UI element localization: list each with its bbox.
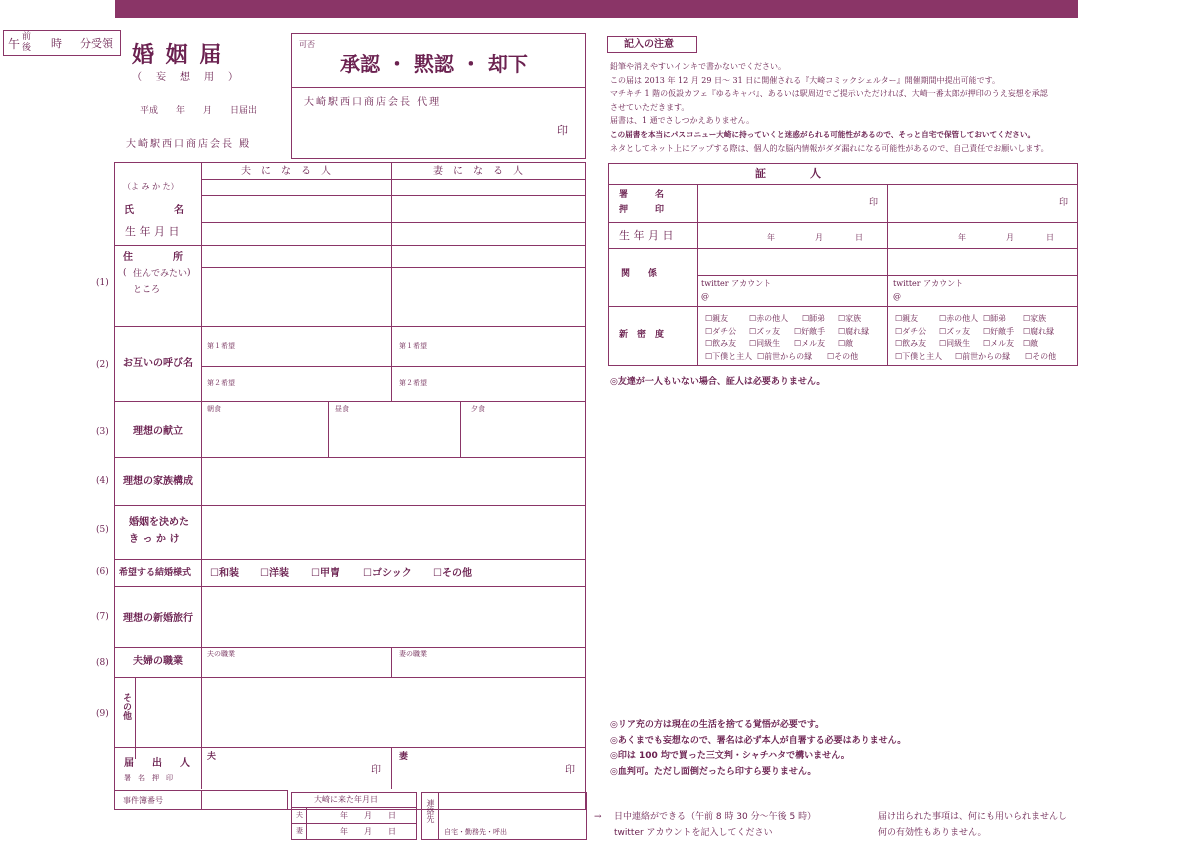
bottom-note-line: ◎あくまでも妄想なので、署名は必ず本人が自署する必要はありません。 xyxy=(610,735,907,746)
row-number-5: (5) xyxy=(96,525,109,535)
witness-table xyxy=(608,163,1078,366)
disclaimer-line-2: 何の有効性もありません。 xyxy=(878,828,987,838)
witness2-seal: 印 xyxy=(1059,198,1069,208)
family-label: 理想の家族構成 xyxy=(123,476,193,487)
closeness-option[interactable]: ☐親友 xyxy=(705,314,729,323)
filer-wife-label: 妻 xyxy=(399,752,409,762)
filer-wife-seal: 印 xyxy=(565,765,575,776)
closeness-option[interactable]: ☐飲み友 xyxy=(895,339,927,348)
closeness-option[interactable]: ☐前世からの縁 xyxy=(955,351,1011,361)
bottom-note-line: ◎血判可。ただし面倒だったら印すら要りません。 xyxy=(610,766,817,777)
filing-date: 平成 年 月 日届出 xyxy=(140,106,258,116)
visit-wife: 妻 xyxy=(296,827,303,835)
case-number-label: 事件簿番号 xyxy=(123,796,163,805)
filer-husband-seal: 印 xyxy=(371,765,381,776)
dinner-label: 夕食 xyxy=(471,405,485,413)
witness-birthday-label: 生 年 月 日 xyxy=(619,229,674,242)
contact-note-2: twitter アカウントを記入してください xyxy=(614,828,773,838)
closeness-option[interactable]: ☐その他 xyxy=(827,351,859,361)
bottom-notes xyxy=(610,718,906,780)
style-option-wa[interactable]: ☐和装 xyxy=(210,568,239,579)
top-color-bar xyxy=(115,0,1078,18)
receipt-stamp-box xyxy=(3,30,121,56)
closeness-option[interactable]: ☐師弟 xyxy=(983,314,1007,323)
closeness-option[interactable]: ☐腐れ縁 xyxy=(838,326,870,336)
row-number-4: (4) xyxy=(96,476,109,486)
witness1-closeness-options xyxy=(705,313,869,363)
row-number-6: (6) xyxy=(96,567,109,577)
closeness-option[interactable]: ☐好敵手 xyxy=(983,326,1015,336)
visit-husband-date: 年 月 日 xyxy=(340,811,396,820)
form-subtitle: （ 妄 想 用 ） xyxy=(132,72,240,83)
address-label: 住 所 xyxy=(123,252,183,263)
husband-header: 夫 に な る 人 xyxy=(241,166,331,177)
receipt-hour: 時 xyxy=(51,37,62,50)
bottom-note-line: ◎印は 100 均で買った三文判・シャチハタで構いません。 xyxy=(610,751,850,761)
nickname-label: お互いの呼び名 xyxy=(123,358,193,369)
row-number-3: (3) xyxy=(96,427,109,437)
closeness-option[interactable]: ☐その他 xyxy=(1025,351,1057,361)
receipt-minute: 分受領 xyxy=(80,37,113,50)
address-note-paren: ( xyxy=(123,268,127,278)
filer-husband-label: 夫 xyxy=(207,752,217,762)
witness2-twitter-at: @ xyxy=(893,292,901,301)
lunch-label: 昼食 xyxy=(335,405,349,413)
address-note-2: ところ xyxy=(133,285,161,295)
closeness-option[interactable]: ☐敵 xyxy=(838,339,854,348)
notes-title-box xyxy=(607,36,697,53)
filer-label: 届 出 人 xyxy=(124,758,194,769)
witness1-birthday: 年 月 日 xyxy=(767,233,863,242)
style-option-yo[interactable]: ☐洋装 xyxy=(260,568,289,579)
address-note: 住んでみたい xyxy=(133,269,188,279)
contact-note-1: 日中連絡ができる（午前 8 時 30 分〜午後 5 時） xyxy=(614,812,817,822)
closeness-option[interactable]: ☐家族 xyxy=(1023,314,1047,323)
closeness-option[interactable]: ☐好敵手 xyxy=(794,326,826,336)
witness2-closeness-options xyxy=(895,313,1056,363)
wife-pref-2: 第２希望 xyxy=(399,379,427,387)
disclaimer-line-1: 届け出られた事項は、何にも用いられませんし xyxy=(878,812,1068,822)
closeness-option[interactable]: ☐赤の他人 xyxy=(939,314,979,323)
witness1-twitter-label: twitter アカウント xyxy=(701,279,772,288)
approval-seal: 印 xyxy=(557,124,568,137)
visit-date-title: 大崎に来た年月日 xyxy=(314,795,378,804)
closeness-option[interactable]: ☐敵 xyxy=(1023,339,1039,348)
closeness-option[interactable]: ☐下僕と主人 xyxy=(895,351,943,361)
style-label: 希望する結婚様式 xyxy=(119,568,192,578)
closeness-option[interactable]: ☐ダチ公 xyxy=(705,326,737,336)
address-note-paren-close: ) xyxy=(187,268,191,278)
notes-list xyxy=(610,60,1088,155)
approver: 大崎駅西口商店会長 代理 xyxy=(304,97,442,108)
note-line: 届書は、1 通でさしつかえありません。 xyxy=(610,116,755,126)
closeness-option[interactable]: ☐赤の他人 xyxy=(749,314,789,323)
contact-sub-label: 自宅・勤務先・呼出 xyxy=(444,828,507,836)
witness-title: 証 人 xyxy=(755,167,821,180)
closeness-option[interactable]: ☐ズッ友 xyxy=(939,326,971,336)
witness-stamp-label: 押 印 xyxy=(619,205,665,215)
reason-label-2: き っ か け xyxy=(129,534,180,545)
note-line: この届書を本当にパスコニュー大崎に持っていくと迷惑がられる可能性があるので、そっと自宅で保管しておいてください。 xyxy=(610,129,1036,139)
closeness-option[interactable]: ☐ズッ友 xyxy=(749,326,781,336)
note-line: この届は 2013 年 12 月 29 日〜 31 日に開催される『大崎コミックシェルター』開催期間中提出可能です。 xyxy=(610,75,1000,85)
closeness-option[interactable]: ☐腐れ縁 xyxy=(1023,326,1055,336)
visit-wife-date: 年 月 日 xyxy=(340,827,396,836)
honeymoon-label: 理想の新婚旅行 xyxy=(123,613,193,624)
bottom-note-line: ◎リア充の方は現在の生活を捨てる覚悟が必要です。 xyxy=(610,720,825,730)
husband-pref-1: 第１希望 xyxy=(207,342,235,350)
row-number-2: (2) xyxy=(96,360,109,370)
other-label: その他 xyxy=(121,693,131,720)
addressee: 大崎駅西口商店会長 殿 xyxy=(126,139,252,150)
row-number-7: (7) xyxy=(96,612,109,622)
closeness-option[interactable]: ☐家族 xyxy=(838,314,862,323)
closeness-option[interactable]: ☐ダチ公 xyxy=(895,326,927,336)
wife-job-label: 妻の職業 xyxy=(399,650,427,658)
approval-options: 承認 ・ 黙認 ・ 却下 xyxy=(340,52,528,76)
job-label: 夫婦の職業 xyxy=(133,656,183,667)
note-line: 鉛筆や消えやすいインキで書かないでください。 xyxy=(610,62,786,71)
witness1-twitter-at: @ xyxy=(701,292,709,301)
closeness-option[interactable]: ☐飲み友 xyxy=(705,339,737,348)
wife-header: 妻 に な る 人 xyxy=(433,166,523,177)
style-option-kacchu[interactable]: ☐甲冑 xyxy=(311,568,340,579)
witness1-seal: 印 xyxy=(869,198,879,208)
husband-job-label: 夫の職業 xyxy=(207,650,235,658)
form-title: 婚 姻 届 xyxy=(132,42,224,68)
approval-label: 可否 xyxy=(299,40,315,49)
note-line: させていただきます。 xyxy=(610,102,690,112)
closeness-option[interactable]: ☐メル友 xyxy=(983,339,1015,348)
style-option-other[interactable]: ☐その他 xyxy=(433,568,472,579)
visit-husband: 夫 xyxy=(296,811,303,819)
breakfast-label: 朝食 xyxy=(207,405,221,413)
row-number-9: (9) xyxy=(96,709,109,719)
witness-sign-label: 署 名 xyxy=(619,190,665,200)
style-option-gothic[interactable]: ☐ゴシック xyxy=(363,568,412,579)
closeness-option[interactable]: ☐前世からの縁 xyxy=(757,351,813,361)
furigana-label: （よ み か た） xyxy=(123,182,179,191)
note-line: ネタとしてネット上にアップする際は、個人的な脳内情報がダダ漏れになる可能性があるので、自己責任でお願いします。 xyxy=(610,143,1049,153)
case-number-box xyxy=(114,790,288,810)
receipt-prefix: 午 xyxy=(8,37,21,51)
visit-date-box xyxy=(291,792,417,840)
row-number-1: (1) xyxy=(96,278,109,288)
contact-arrow-icon: → xyxy=(594,812,602,822)
closeness-option[interactable]: ☐師弟 xyxy=(802,314,826,323)
contact-box xyxy=(421,792,587,840)
main-form xyxy=(114,162,586,810)
contact-label: 連絡先 xyxy=(426,799,435,823)
closeness-option[interactable]: ☐親友 xyxy=(895,314,919,323)
witness-closeness-label: 新 密 度 xyxy=(619,330,665,340)
row-number-8: (8) xyxy=(96,658,109,668)
approval-box xyxy=(291,33,586,159)
receipt-pm: 後 xyxy=(22,43,32,53)
husband-pref-2: 第２希望 xyxy=(207,379,235,387)
reason-label: 婚姻を決めた xyxy=(129,517,189,528)
receipt-am: 前 xyxy=(22,32,32,42)
filer-sub-label: 署 名 押 印 xyxy=(124,774,173,782)
closeness-option[interactable]: ☐同級生 xyxy=(749,339,781,348)
closeness-option[interactable]: ☐下僕と主人 xyxy=(705,351,753,361)
menu-label: 理想の献立 xyxy=(133,426,183,437)
witness2-birthday: 年 月 日 xyxy=(958,233,1054,242)
closeness-option[interactable]: ☐同級生 xyxy=(939,339,971,348)
name-label: 氏 名 xyxy=(124,205,184,216)
witness-note: ◎友達が一人もいない場合、証人は必要ありません。 xyxy=(610,377,826,387)
birthday-label: 生 年 月 日 xyxy=(125,225,180,238)
note-line: マチキチ 1 階の仮設カフェ『ゆるキャバ』、あるいは駅周辺でご提示いただければ、大崎一番太郎が押印のうえ妄想を承認 xyxy=(610,89,1048,99)
closeness-option[interactable]: ☐メル友 xyxy=(794,339,826,348)
notes-title: 記入の注意 xyxy=(624,39,674,50)
witness-relation-label: 関 係 xyxy=(621,269,658,279)
wife-pref-1: 第１希望 xyxy=(399,342,427,350)
witness2-twitter-label: twitter アカウント xyxy=(893,279,964,288)
